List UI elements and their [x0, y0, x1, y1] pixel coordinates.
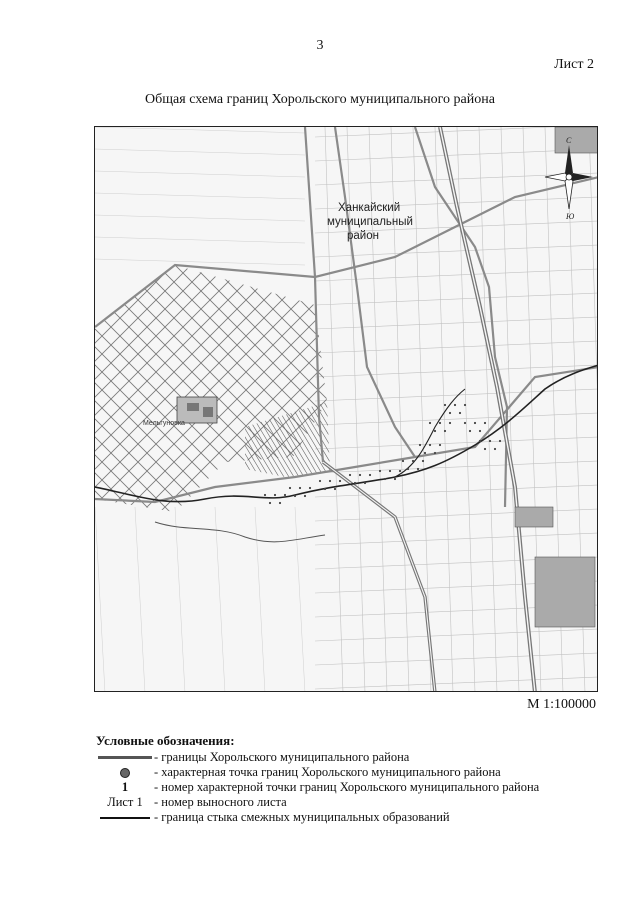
- field-line: [315, 653, 598, 665]
- parcel-line: [95, 127, 311, 527]
- field-line: [135, 507, 145, 692]
- field-line: [501, 127, 519, 692]
- field-line: [255, 507, 265, 692]
- town-blocks: [515, 127, 598, 627]
- parcel-line: [181, 127, 581, 527]
- wetland-dot: [429, 422, 431, 424]
- wetland-dot: [334, 488, 336, 490]
- wetland-dot: [444, 404, 446, 406]
- sheet-number-symbol: Лист 1: [107, 795, 143, 809]
- parcel-line: [95, 127, 455, 527]
- parcel-line: [95, 127, 383, 527]
- parcel-line: [361, 127, 598, 527]
- parcel-line: [95, 127, 473, 527]
- boundary-point-icon: [96, 765, 154, 780]
- parcel-line: [199, 127, 598, 527]
- field-line: [315, 317, 598, 329]
- field-line: [315, 629, 598, 641]
- parcel-line: [217, 127, 598, 527]
- parcel-line: [487, 127, 598, 527]
- map-canvas[interactable]: [95, 127, 598, 692]
- field-line: [315, 413, 598, 425]
- legend-item-text: - граница стыка смежных муниципальных образований: [154, 810, 450, 824]
- compass-north-label: С: [566, 136, 572, 145]
- district-label-line2: муниципальный: [327, 216, 413, 228]
- hatch-line: [250, 387, 310, 487]
- legend-item-point: [96, 765, 616, 780]
- legend-item-text: - номер характерной точки границ Хорольского муниципального района: [154, 780, 540, 794]
- parcel-line: [95, 127, 329, 527]
- page-number: 3: [316, 38, 324, 53]
- field-line: [295, 507, 305, 692]
- wetland-dot: [407, 468, 409, 470]
- legend-item-sheet: [96, 795, 616, 810]
- wetland-dot: [424, 452, 426, 454]
- field-line: [413, 127, 431, 692]
- hatch-line: [235, 387, 295, 487]
- wetland-dot: [429, 444, 431, 446]
- sheet-label: Лист 2: [554, 57, 594, 72]
- district-label-line3: район: [347, 230, 379, 242]
- wetland-dot: [494, 448, 496, 450]
- wetland-dot: [329, 480, 331, 482]
- parcel-line: [95, 127, 239, 527]
- wetland-dot: [464, 422, 466, 424]
- wetland-dot: [444, 430, 446, 432]
- wetland-dot: [402, 460, 404, 462]
- junction-line-icon: [96, 810, 154, 825]
- parcel-line: [95, 127, 113, 527]
- parcel-line: [95, 127, 149, 527]
- legend-item-point-number: [96, 780, 616, 795]
- parcel-line: [95, 127, 239, 527]
- field-line: [95, 193, 305, 199]
- field-line: [315, 341, 598, 353]
- wetland-dot: [499, 440, 501, 442]
- parcel-line: [577, 127, 598, 527]
- parcel-line: [95, 127, 329, 527]
- parcel-line: [559, 127, 598, 527]
- wetland-dot: [269, 502, 271, 504]
- wetland-dot: [324, 488, 326, 490]
- wetland-dot: [412, 460, 414, 462]
- field-line: [315, 437, 598, 449]
- hatch-line: [345, 387, 405, 487]
- parcel-line: [199, 127, 598, 527]
- parcel-line: [95, 127, 221, 527]
- wetland-dot: [369, 474, 371, 476]
- parcel-line: [95, 127, 167, 527]
- roads: [95, 127, 598, 507]
- wetland-dot: [359, 474, 361, 476]
- wetland-dot: [439, 422, 441, 424]
- field-line: [315, 245, 598, 257]
- parcel-line: [235, 127, 598, 527]
- parcel-line: [451, 127, 598, 527]
- wetland-dot: [474, 422, 476, 424]
- parcel-line: [469, 127, 598, 527]
- wetland-dot: [264, 494, 266, 496]
- parcel-line: [95, 127, 257, 527]
- parcel-line: [361, 127, 598, 527]
- legend-title: Условные обозначения:: [96, 733, 235, 748]
- wetland-dot: [399, 470, 401, 472]
- wetland-dot: [299, 487, 301, 489]
- field-line: [315, 509, 598, 521]
- parcel-line: [235, 127, 598, 527]
- wetland-dot: [354, 482, 356, 484]
- parcel-line: [95, 127, 437, 527]
- field-line: [315, 365, 598, 377]
- field-line: [315, 269, 598, 281]
- hatch-line: [340, 387, 400, 487]
- wetland-dot: [339, 480, 341, 482]
- wetland-dot: [422, 460, 424, 462]
- wetland-dot: [294, 495, 296, 497]
- wetland-dot: [364, 482, 366, 484]
- parcel-line: [577, 127, 598, 527]
- district-label: [327, 202, 413, 242]
- parcel-line: [95, 127, 113, 527]
- wetland-dot: [394, 478, 396, 480]
- field-line: [95, 149, 305, 155]
- parcel-line: [253, 127, 598, 527]
- parcel-line: [95, 127, 437, 527]
- wetland-dot: [479, 430, 481, 432]
- parcel-line: [95, 127, 185, 527]
- parcel-line: [451, 127, 598, 527]
- hatch-line: [355, 387, 415, 487]
- wetland-dot: [279, 502, 281, 504]
- wetland-dot: [417, 468, 419, 470]
- parcel-line: [95, 127, 167, 527]
- field-line: [315, 677, 598, 689]
- wetland-dot: [434, 452, 436, 454]
- wetland-dot: [489, 440, 491, 442]
- field-line: [95, 259, 305, 265]
- wetland-dot: [389, 470, 391, 472]
- wetland-dot: [319, 480, 321, 482]
- field-line: [479, 127, 497, 692]
- settlement-label: Мельгуновка: [143, 420, 185, 427]
- hatch-line: [380, 387, 440, 487]
- wetland-dot: [449, 412, 451, 414]
- parcel-line: [379, 127, 598, 527]
- wetland-dot: [309, 487, 311, 489]
- field-line: [175, 507, 185, 692]
- wetland-dot: [384, 478, 386, 480]
- field-line: [95, 507, 105, 692]
- wetland-dot: [284, 494, 286, 496]
- parcel-line: [95, 127, 383, 527]
- wetland-dot: [484, 422, 486, 424]
- parcel-line: [487, 127, 598, 527]
- parcel-line: [217, 127, 598, 527]
- parcel-line: [469, 127, 598, 527]
- legend-item-text: - границы Хорольского муниципального района: [154, 750, 410, 764]
- wetland-dot: [449, 422, 451, 424]
- parcel-line: [95, 127, 149, 527]
- boundary-line-icon: [96, 750, 154, 765]
- parcel-line: [95, 127, 365, 527]
- legend-item-text: - номер выносного листа: [154, 795, 287, 809]
- legend-item-text: - характерная точка границ Хорольского муниципального района: [154, 765, 501, 779]
- wetland-dot: [479, 440, 481, 442]
- parcel-line: [559, 127, 598, 527]
- wetland-dot: [434, 430, 436, 432]
- field-line: [315, 533, 598, 545]
- wetland-dot: [464, 404, 466, 406]
- parcel-line: [95, 127, 221, 527]
- legend-item-boundary: [96, 750, 616, 765]
- field-line: [95, 171, 305, 177]
- wetland-dot: [454, 404, 456, 406]
- wetland-dot: [349, 474, 351, 476]
- field-blocks-diagonal: [95, 127, 598, 527]
- district-label-line1: Ханкайский: [338, 202, 401, 214]
- map-title: Общая схема границ Хорольского муниципального района: [145, 92, 495, 107]
- wetland-dot: [439, 444, 441, 446]
- parcel-line: [95, 127, 473, 527]
- map-scale: М 1:100000: [527, 697, 596, 712]
- parcel-line: [95, 127, 185, 527]
- wetland-dot: [274, 494, 276, 496]
- hatch-line: [245, 387, 305, 487]
- wetland-dot: [304, 495, 306, 497]
- field-line: [95, 127, 305, 133]
- field-line: [215, 507, 225, 692]
- hatch-line: [215, 387, 275, 487]
- field-line: [315, 389, 598, 401]
- parcel-line: [181, 127, 581, 527]
- parcel-line: [95, 127, 365, 527]
- hatch-line: [265, 387, 325, 487]
- wetland-dot: [289, 487, 291, 489]
- parcel-line: [379, 127, 598, 527]
- parcel-line: [253, 127, 598, 527]
- wetland-dot: [484, 448, 486, 450]
- parcel-line: [95, 127, 455, 527]
- wetland-dot: [459, 412, 461, 414]
- legend-item-junction: [96, 810, 616, 825]
- compass-south-label: Ю: [566, 212, 575, 221]
- wetland-dot: [419, 444, 421, 446]
- field-line: [95, 237, 305, 243]
- parcel-line: [95, 127, 311, 527]
- hatch-line: [390, 387, 450, 487]
- parcel-line: [95, 127, 257, 527]
- wetland-dot: [469, 430, 471, 432]
- hatch-line: [260, 387, 320, 487]
- wetland-dot: [379, 470, 381, 472]
- field-line: [95, 215, 305, 221]
- legend: [96, 733, 616, 825]
- map-frame[interactable]: [94, 126, 598, 692]
- point-number-symbol: 1: [121, 780, 129, 794]
